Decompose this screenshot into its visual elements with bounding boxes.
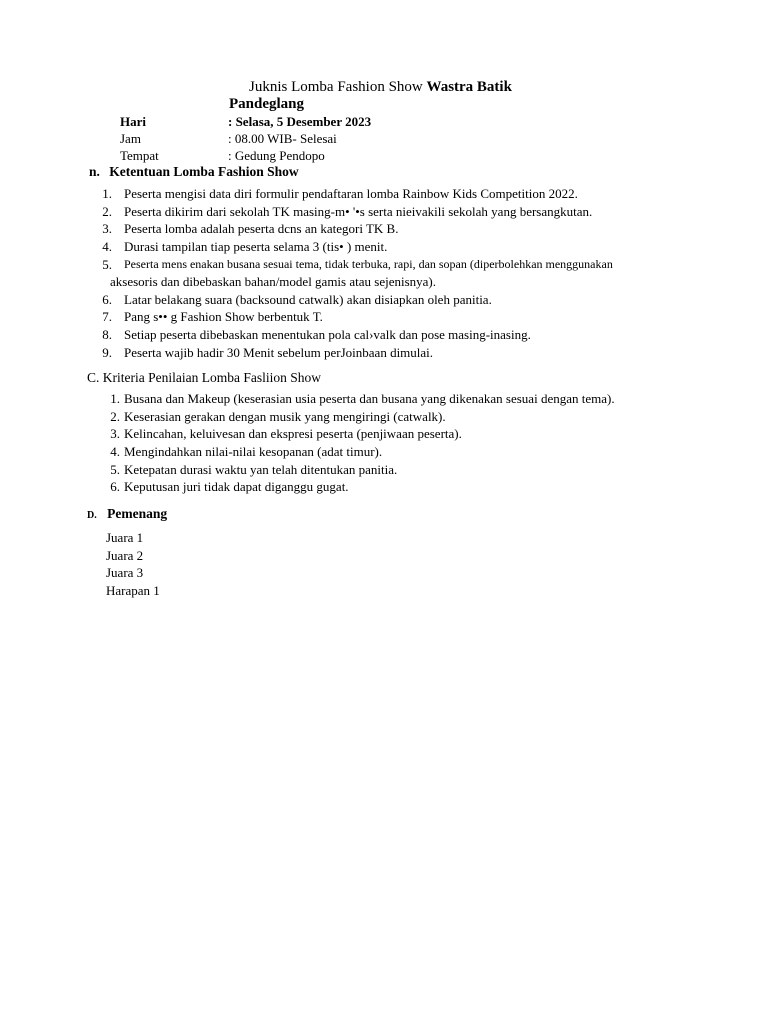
- info-label: Jam: [120, 131, 141, 146]
- item-number: 5.: [110, 461, 120, 477]
- item-text: Setiap peserta dibebaskan menentukan pola cal›valk dan pose masing-inasing.: [124, 327, 531, 343]
- list-item: [92, 238, 692, 256]
- info-value: : 08.00 WIB- Selesai: [228, 131, 337, 146]
- item-number: 4.: [110, 444, 120, 460]
- info-row-hari: [120, 114, 371, 130]
- section-c-list: [100, 390, 700, 496]
- list-item: [92, 185, 692, 203]
- title-plain: Juknis Lomba Fashion Show: [249, 79, 427, 95]
- list-item: [100, 443, 700, 461]
- info-value: : Selasa, 5 Desember 2023: [228, 114, 372, 129]
- winner-item: Juara 1: [106, 530, 144, 545]
- item-number: 4.: [102, 239, 112, 255]
- info-row-tempat: [120, 148, 325, 164]
- section-b-title: Ketentuan Lomba Fashion Show: [109, 164, 299, 179]
- item-text-continued: aksesoris dan dibebaskan bahan/model gamis atau sejenisnya).: [110, 273, 436, 289]
- item-number: 1.: [102, 186, 112, 201]
- info-row-jam: [120, 131, 337, 147]
- section-b-list: [92, 185, 692, 362]
- item-text: Busana dan Makeup (keserasian usia peserta dan busana yang dikenakan sesuai dengan tema).: [124, 391, 615, 406]
- list-item: [92, 203, 692, 221]
- section-c-heading: C. Kriteria Penilaian Lomba Fasliion Show: [87, 370, 321, 385]
- info-label: Hari: [120, 114, 146, 129]
- list-item: [92, 220, 692, 238]
- item-number: 8.: [102, 327, 112, 343]
- item-text: Peserta dikirim dari sekolah TK masing-m• '•s serta nieivakili sekolah yang bersangkutan.: [124, 203, 593, 219]
- info-label: Tempat: [120, 148, 159, 163]
- item-text: Keputusan juri tidak dapat diganggu gugat.: [124, 479, 349, 495]
- list-item: [100, 478, 700, 496]
- list-item: [100, 425, 700, 443]
- item-text: Latar belakang suara (backsound catwalk) akan disiapkan oleh panitia.: [124, 291, 492, 307]
- section-d-heading: [87, 506, 167, 522]
- section-d-title: Pemenang: [107, 506, 168, 521]
- item-number: 5.: [102, 256, 112, 272]
- list-item: [100, 390, 700, 408]
- item-text: Peserta mens enakan busana sesuai tema, tidak terbuka, rapi, dan sopan (diperbolehkan menggunakan: [124, 256, 613, 271]
- list-item: [92, 291, 692, 309]
- item-text: Keserasian gerakan dengan musik yang mengiringi (catwalk).: [124, 408, 446, 424]
- item-number: 6.: [110, 479, 120, 495]
- item-number: 2.: [102, 203, 112, 219]
- winner-item: Juara 3: [106, 565, 144, 581]
- item-text: Durasi tampilan tiap peserta selama 3 (tis• ) menit.: [124, 239, 388, 255]
- title-bold: Wastra Batik: [426, 79, 512, 95]
- section-b-marker: n.: [89, 164, 100, 179]
- list-item: [92, 256, 692, 291]
- item-text: Pang s•• g Fashion Show berbentuk T.: [124, 309, 323, 325]
- item-number: 9.: [102, 344, 112, 360]
- section-d-marker: D.: [87, 510, 97, 521]
- winner-item: Harapan 1: [106, 583, 160, 599]
- list-item: [100, 408, 700, 426]
- list-item: [92, 344, 692, 362]
- item-number: 1.: [110, 391, 120, 406]
- item-text: Kelincahan, keluivesan dan ekspresi peserta (penjiwaan peserta).: [124, 426, 462, 442]
- page-subtitle: Pandeglang: [229, 96, 305, 112]
- section-b-heading: [89, 164, 299, 180]
- item-number: 3.: [102, 221, 112, 237]
- list-item: [92, 326, 692, 344]
- item-text: Peserta mengisi data diri formulir pendaftaran lomba Rainbow Kids Competition 2022.: [124, 186, 578, 201]
- list-item: [92, 308, 692, 326]
- item-number: 2.: [110, 408, 120, 424]
- winner-item: Juara 2: [106, 547, 144, 563]
- item-text: Ketepatan durasi waktu yan telah ditentukan panitia.: [124, 461, 398, 477]
- page-title: [249, 79, 512, 96]
- item-number: 6.: [102, 291, 112, 307]
- list-item: [100, 461, 700, 479]
- item-text: Mengindahkan nilai-nilai kesopanan (adat timur).: [124, 444, 383, 460]
- item-text: Peserta lomba adalah peserta dcns an kategori TK B.: [124, 221, 399, 237]
- item-text: Peserta wajib hadir 30 Menit sebelum perJoinbaan dimulai.: [124, 344, 434, 360]
- item-number: 7.: [102, 309, 112, 325]
- item-number: 3.: [110, 426, 120, 442]
- info-value: : Gedung Pendopo: [228, 148, 325, 163]
- winners-list: [106, 529, 160, 600]
